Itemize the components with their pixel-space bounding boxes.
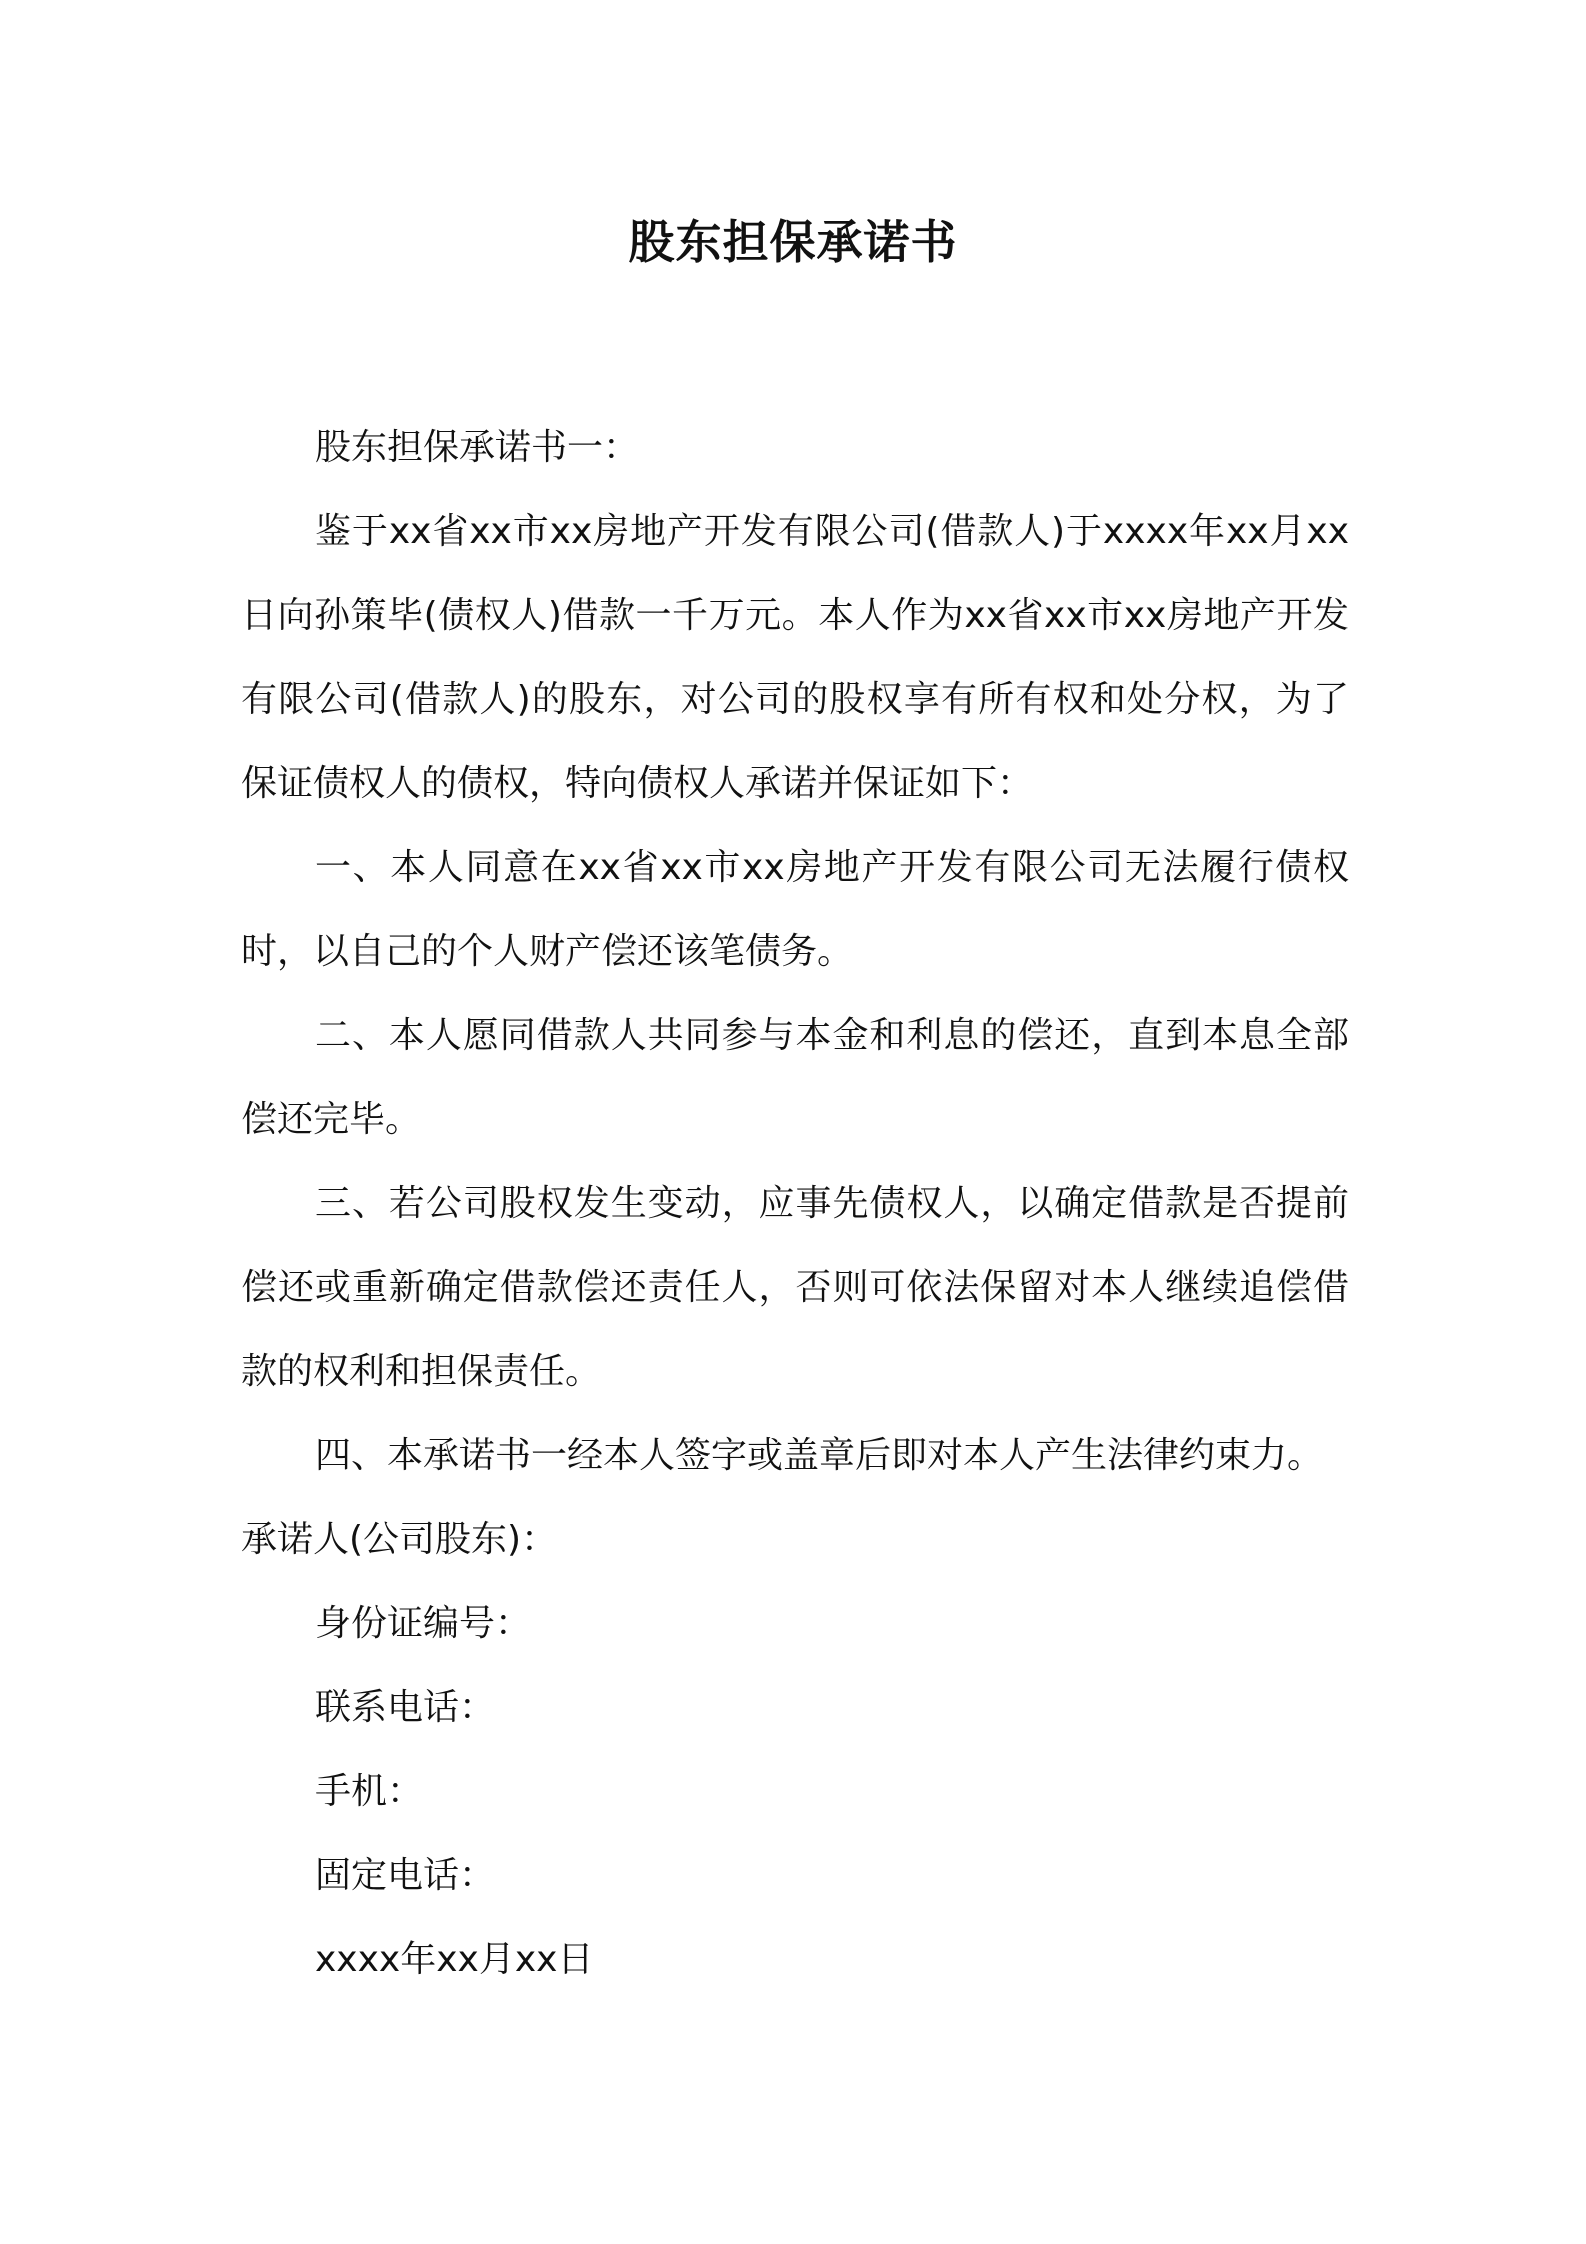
mobile-label: 手机： [315, 1771, 424, 1812]
paragraph-clause-1: 一、本人同意在xx省xx市xx房地产开发有限公司无法履行债权时，以自己的个人财产偿还该笔债务。 [241, 847, 1349, 972]
paragraph-clause-3: 三、若公司股权发生变动，应事先债权人，以确定借款是否提前偿还或重新确定借款偿还责任人，否则可依法保留对本人继续追偿借款的权利和担保责任。 [241, 1183, 1349, 1392]
paragraph-clause-2: 二、本人愿同借款人共同参与本金和利息的偿还，直到本息全部偿还完毕。 [241, 1015, 1349, 1140]
paragraph-preamble: 鉴于xx省xx市xx房地产开发有限公司(借款人)于xxxx年xx月xx日向孙策毕(债权人)借款一千万元。本人作为xx省xx市xx房地产开发有限公司(借款人)的股东，对公司的股权享有所有权和处分权，为了保证债权人的债权，特向债权人承诺并保证如下： [241, 511, 1349, 804]
landline-label: 固定电话： [315, 1855, 496, 1896]
document-title: 股东担保承诺书 [628, 215, 958, 269]
signature-date: xxxx年xx月xx日 [315, 1939, 594, 1980]
id-number-label: 身份证编号： [315, 1603, 532, 1644]
contact-phone-label: 联系电话： [315, 1687, 496, 1728]
promisor-label: 承诺人(公司股东)： [241, 1519, 558, 1560]
paragraph-clause-4: 四、本承诺书一经本人签字或盖章后即对本人产生法律约束力。 [315, 1435, 1324, 1476]
document-body [241, 406, 1349, 2002]
subtitle: 股东担保承诺书一： [315, 427, 640, 468]
